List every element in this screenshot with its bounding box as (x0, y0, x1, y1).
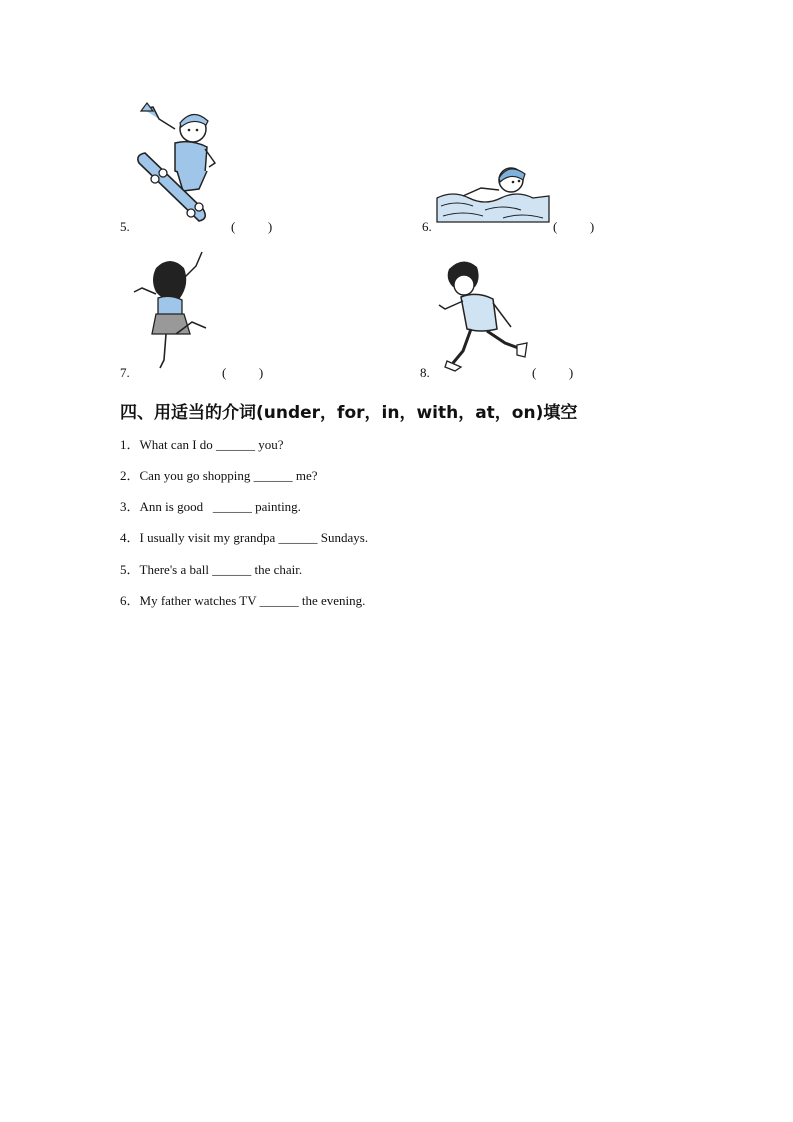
picture-number: 8. (420, 365, 430, 380)
swimming-boy-icon (433, 160, 553, 232)
question-item (120, 562, 302, 578)
question-number: 1． (120, 437, 140, 452)
question-text[interactable]: My father watches TV ______ the evening. (139, 593, 366, 608)
answer-blank[interactable]: ( ) (222, 365, 264, 380)
dancing-girl-icon (130, 248, 212, 375)
question-item (120, 468, 318, 484)
question-item (120, 593, 365, 609)
skateboarding-boy-icon (133, 101, 226, 231)
question-item (120, 437, 284, 453)
question-number: 2． (120, 468, 140, 483)
question-number: 5． (120, 562, 140, 577)
swimming-boy-picture (433, 160, 553, 232)
question-number: 6． (120, 593, 140, 608)
running-boy-picture (431, 257, 531, 375)
answer-blank[interactable]: ( ) (231, 219, 273, 234)
running-boy-icon (431, 257, 531, 375)
question-text[interactable]: Ann is good ______ painting. (139, 499, 301, 514)
question-text[interactable]: I usually visit my grandpa ______ Sundays. (139, 530, 369, 545)
picture-number: 6. (422, 219, 432, 234)
question-text[interactable]: There's a ball ______ the chair. (139, 562, 303, 577)
answer-blank[interactable]: ( ) (553, 219, 595, 234)
question-number: 3． (120, 499, 140, 514)
picture-number: 7. (120, 365, 130, 380)
picture-number: 5. (120, 219, 130, 234)
dancing-girl-picture (130, 248, 212, 375)
question-text[interactable]: Can you go shopping ______ me? (139, 468, 318, 483)
question-text[interactable]: What can I do ______ you? (139, 437, 284, 452)
question-number: 4． (120, 530, 140, 545)
question-item (120, 499, 301, 515)
question-item (120, 530, 368, 546)
section-heading: 四、用适当的介词(under，for，in，with，at，on)填空 (120, 403, 578, 423)
skateboarding-boy-picture (133, 101, 226, 231)
answer-blank[interactable]: ( ) (532, 365, 574, 380)
